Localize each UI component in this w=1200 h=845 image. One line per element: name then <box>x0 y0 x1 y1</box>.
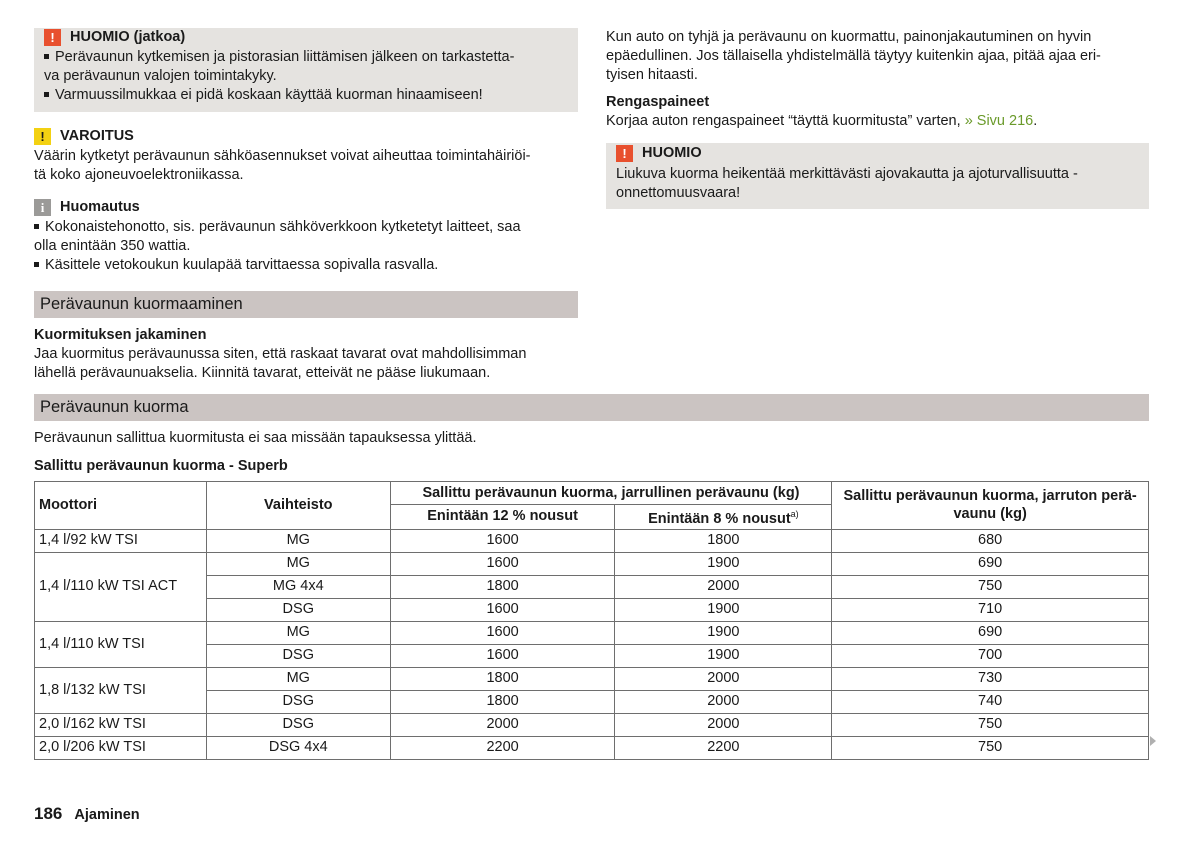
engine-cell: 1,4 l/110 kW TSI ACT <box>35 552 207 621</box>
section-heading: Perävaunun kuorma <box>34 394 1149 421</box>
table-row <box>35 667 1149 690</box>
notice-line: olla enintään 350 wattia. <box>34 238 191 254</box>
braked-12-cell: 1600 <box>390 552 615 575</box>
braked-8-cell: 2000 <box>615 575 832 598</box>
bullet-icon <box>34 224 39 229</box>
notice-line: Väärin kytketyt perävaunun sähköasennukset voivat aiheuttaa toimintahäiriöi- <box>34 148 531 164</box>
unbraked-cell: 740 <box>832 690 1149 713</box>
braked-8-cell: 2000 <box>615 667 832 690</box>
warning-exclamation-icon: ! <box>34 128 51 145</box>
gearbox-cell: MG 4x4 <box>206 575 390 598</box>
subheading: Kuormituksen jakaminen <box>34 327 207 343</box>
notice-title: HUOMIO <box>642 144 702 161</box>
braked-12-cell: 1600 <box>390 598 615 621</box>
braked-12-cell: 1800 <box>390 690 615 713</box>
caution-notice-continued <box>34 28 578 112</box>
table-row <box>35 621 1149 644</box>
header-gearbox: Vaihteisto <box>206 482 390 530</box>
bullet-icon <box>34 262 39 267</box>
braked-12-cell: 1800 <box>390 575 615 598</box>
notice-line: tä koko ajoneuvoelektroniikassa. <box>34 167 244 183</box>
notice-line: Käsittele vetokoukun kuulapää tarvittaessa sopivalla rasvalla. <box>34 256 578 275</box>
notice-line: va perävaunun valojen toimintakyky. <box>44 68 277 84</box>
unbraked-cell: 750 <box>832 713 1149 736</box>
table-title: Sallittu perävaunun kuorma - Superb <box>34 458 288 474</box>
braked-8-cell: 1900 <box>615 598 832 621</box>
table-body <box>35 529 1149 759</box>
chapter-name: Ajaminen <box>74 807 140 823</box>
braked-8-cell: 1900 <box>615 621 832 644</box>
gearbox-cell: MG <box>206 621 390 644</box>
unbraked-cell: 750 <box>832 575 1149 598</box>
table-row <box>35 713 1149 736</box>
braked-8-cell: 1800 <box>615 529 832 552</box>
footnote-marker: a) <box>790 509 799 519</box>
braked-8-cell: 1900 <box>615 644 832 667</box>
bullet-icon <box>44 54 49 59</box>
header-engine: Moottori <box>35 482 207 530</box>
braked-8-cell: 2000 <box>615 690 832 713</box>
braked-12-cell: 1600 <box>390 621 615 644</box>
body-line: epäedullinen. Jos tällaisella yhdistelmällä täytyy kuitenkin ajaa, pitää ajaa eri- <box>606 48 1101 64</box>
unbraked-cell: 680 <box>832 529 1149 552</box>
warning-notice <box>34 127 578 185</box>
unbraked-cell: 690 <box>832 552 1149 575</box>
unbraked-cell: 700 <box>832 644 1149 667</box>
unbraked-cell: 710 <box>832 598 1149 621</box>
gearbox-cell: DSG <box>206 690 390 713</box>
notice-line: Kokonaistehonotto, sis. perävaunun sähköverkkoon kytketetyt laitteet, saa <box>34 218 578 237</box>
notice-title: VAROITUS <box>60 128 134 144</box>
info-icon: i <box>34 199 51 216</box>
header-8-percent: Enintään 8 % nousut$^{a)}$ <box>615 505 832 530</box>
braked-12-cell: 2200 <box>390 736 615 759</box>
table-row <box>35 552 1149 575</box>
header-12-percent: Enintään 12 % nousut <box>390 505 615 530</box>
header-unbraked: Sallittu perävaunun kuorma, jarruton perä-vaunu (kg) <box>832 482 1149 530</box>
bullet-icon <box>44 92 49 97</box>
caution-notice <box>606 143 1149 209</box>
braked-12-cell: 1800 <box>390 667 615 690</box>
braked-12-cell: 2000 <box>390 713 615 736</box>
table-row <box>35 736 1149 759</box>
gearbox-cell: MG <box>206 667 390 690</box>
body-line: tyisen hitaasti. <box>606 67 698 83</box>
engine-cell: 1,4 l/92 kW TSI <box>35 529 207 552</box>
notice-line: Varmuussilmukkaa ei pidä koskaan käyttää kuorman hinaamiseen! <box>44 86 568 105</box>
continue-arrow-icon <box>1150 736 1156 746</box>
notice-line: Perävaunun kytkemisen ja pistorasian liittämisen jälkeen on tarkastetta- <box>44 48 568 67</box>
gearbox-cell: DSG <box>206 644 390 667</box>
notice-line: onnettomuusvaara! <box>616 185 741 201</box>
braked-12-cell: 1600 <box>390 529 615 552</box>
page-footer <box>34 804 140 825</box>
gearbox-cell: MG <box>206 552 390 575</box>
warning-exclamation-icon: ! <box>44 29 61 46</box>
braked-12-cell: 1600 <box>390 644 615 667</box>
body-line: lähellä perävaunuakselia. Kiinnitä tavarat, etteivät ne pääse liukumaan. <box>34 365 491 381</box>
unbraked-cell: 750 <box>832 736 1149 759</box>
notice-title: HUOMIO (jatkoa) <box>70 29 186 45</box>
unbraked-cell: 730 <box>832 667 1149 690</box>
braked-8-cell: 2200 <box>615 736 832 759</box>
unbraked-cell: 690 <box>832 621 1149 644</box>
info-notice <box>34 198 578 275</box>
notice-line: Liukuva kuorma heikentää merkittävästi ajovakautta ja ajoturvallisuutta - <box>616 166 1078 182</box>
page-reference-link[interactable]: » Sivu 216 <box>964 113 1034 129</box>
left-column <box>34 28 578 383</box>
braked-8-cell: 2000 <box>615 713 832 736</box>
intro-text: Perävaunun sallittua kuormitusta ei saa missään tapauksessa ylittää. <box>34 430 477 446</box>
table-row <box>35 529 1149 552</box>
page-number: 186 <box>34 804 63 823</box>
engine-cell: 1,8 l/132 kW TSI <box>35 667 207 713</box>
gearbox-cell: DSG <box>206 598 390 621</box>
body-line: Jaa kuormitus perävaunussa siten, että raskaat tavarat ovat mahdollisimman <box>34 346 527 362</box>
braked-8-cell: 1900 <box>615 552 832 575</box>
engine-cell: 1,4 l/110 kW TSI <box>35 621 207 667</box>
gearbox-cell: DSG <box>206 713 390 736</box>
right-column <box>606 28 1149 209</box>
trailer-load-table <box>34 481 1149 760</box>
gearbox-cell: DSG 4x4 <box>206 736 390 759</box>
header-braked: Sallittu perävaunun kuorma, jarrullinen perävaunu (kg) <box>390 482 832 505</box>
engine-cell: 2,0 l/162 kW TSI <box>35 713 207 736</box>
notice-title: Huomautus <box>60 199 140 215</box>
subheading: Rengaspaineet <box>606 94 710 110</box>
body-line: Korjaa auton rengaspaineet “täyttä kuormitusta” varten, » Sivu 216. <box>606 113 1038 129</box>
engine-cell: 2,0 l/206 kW TSI <box>35 736 207 759</box>
gearbox-cell: MG <box>206 529 390 552</box>
section-heading: Perävaunun kuormaaminen <box>34 291 578 318</box>
warning-exclamation-icon: ! <box>616 145 633 162</box>
body-line: Kun auto on tyhjä ja perävaunu on kuormattu, painonjakautuminen on hyvin <box>606 29 1092 45</box>
